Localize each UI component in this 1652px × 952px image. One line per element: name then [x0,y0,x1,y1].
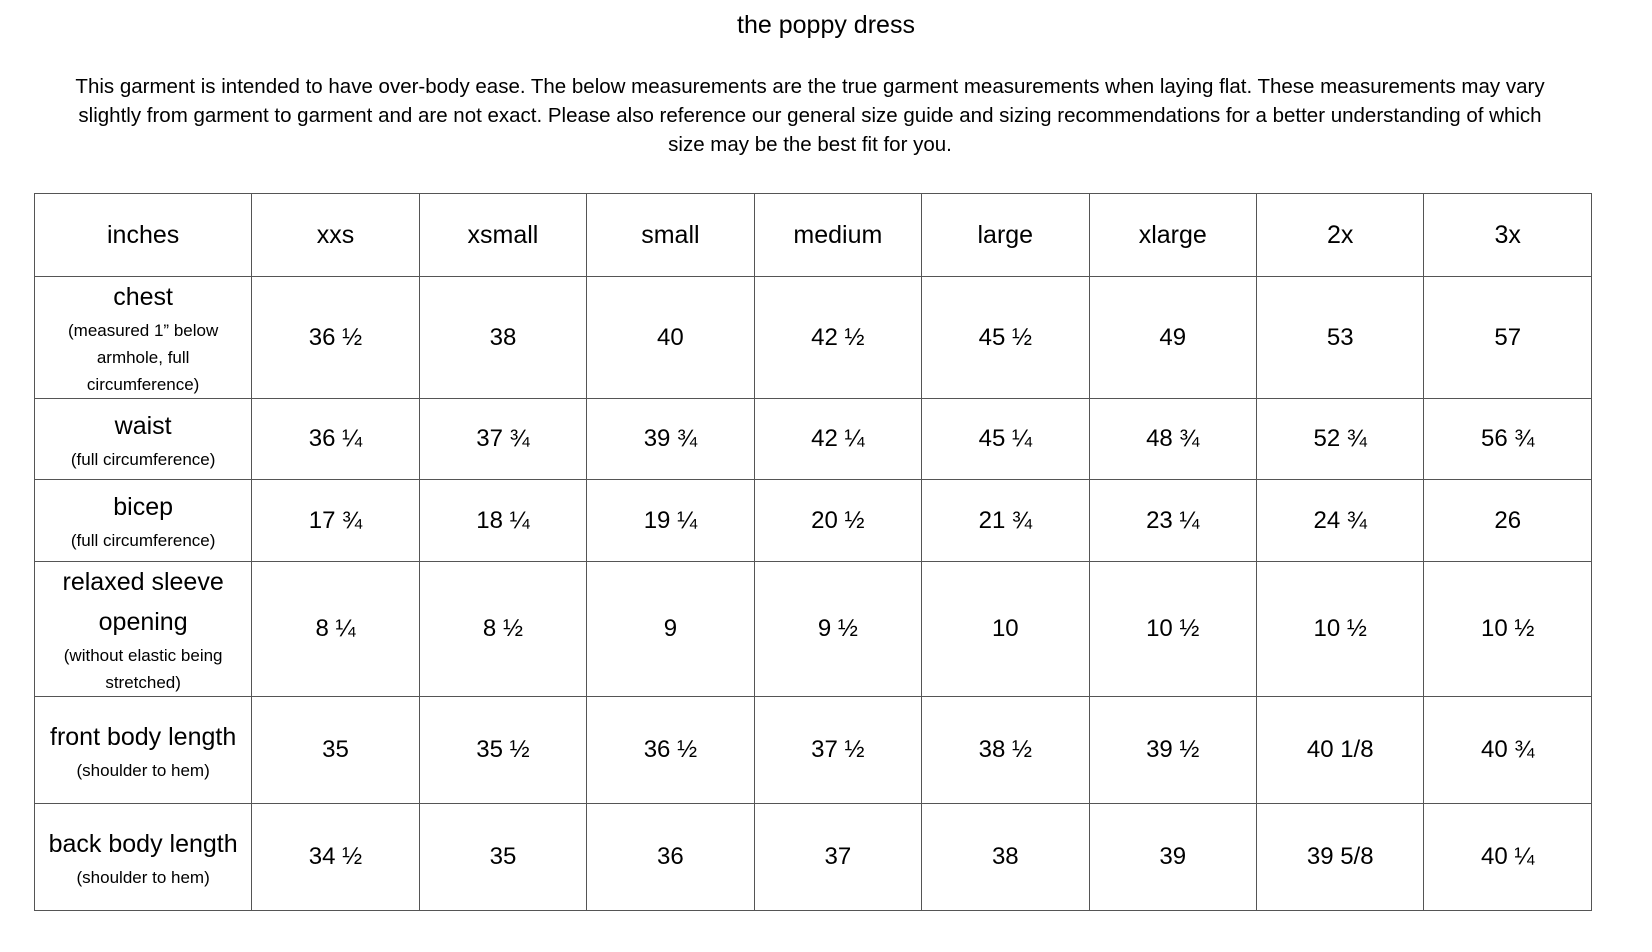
row-label-cell [35,277,252,399]
value-cell: 48 ¾ [1089,399,1256,480]
table-row [35,804,1592,911]
value-cell: 52 ¾ [1256,399,1423,480]
row-label-cell [35,562,252,697]
value-cell: 19 ¼ [587,480,754,562]
value-cell: 17 ¾ [252,480,419,562]
row-note: (shoulder to hem) [76,760,210,780]
row-label: front body length [50,722,237,751]
header-cell-size: xsmall [419,194,586,277]
header-cell-size: small [587,194,754,277]
value-cell: 10 ½ [1424,562,1592,697]
value-cell: 57 [1424,277,1592,399]
row-label: bicep [113,493,174,521]
value-cell: 37 ½ [754,697,921,804]
row-note: (full circumference) [70,449,216,469]
value-cell: 36 ½ [252,277,419,399]
value-cell: 53 [1256,277,1423,399]
value-cell: 45 ¼ [922,399,1089,480]
header-cell-unit: inches [35,194,252,277]
header-cell-size: large [922,194,1089,277]
value-cell: 38 [419,277,586,399]
value-cell: 24 ¾ [1256,480,1423,562]
header-cell-size: xlarge [1089,194,1256,277]
value-cell: 34 ½ [252,804,419,911]
header-cell-size: 2x [1256,194,1423,277]
value-cell: 38 ½ [922,697,1089,804]
row-note: (without elastic being stretched) [63,646,223,692]
value-cell: 23 ¼ [1089,480,1256,562]
page-title: the poppy dress [737,11,915,39]
row-label: relaxed sleeve opening [62,568,224,636]
value-cell: 9 [587,562,754,697]
value-cell: 37 ¾ [419,399,586,480]
value-cell: 39 ¾ [587,399,754,480]
row-label-cell [35,697,252,804]
value-cell: 42 ½ [754,277,921,399]
value-cell: 26 [1424,480,1592,562]
value-cell: 36 ½ [587,697,754,804]
value-cell: 39 ½ [1089,697,1256,804]
row-label: chest [113,283,174,311]
row-note: (shoulder to hem) [76,867,210,887]
row-label-cell [35,480,252,562]
size-chart-table [34,193,1592,911]
value-cell: 49 [1089,277,1256,399]
table-row [35,562,1592,697]
value-cell: 35 ½ [419,697,586,804]
value-cell: 40 ¼ [1424,804,1592,911]
value-cell: 56 ¾ [1424,399,1592,480]
header-cell-size: 3x [1424,194,1592,277]
row-label-cell [35,399,252,480]
value-cell: 45 ½ [922,277,1089,399]
value-cell: 10 ½ [1089,562,1256,697]
table-row [35,697,1592,804]
value-cell: 35 [252,697,419,804]
intro-paragraph: This garment is intended to have over-body ease. The below measurements are the true garment measurements when laying flat. These measurements may vary slightly from garment to garment and are not exact. Please also reference our general size guide and sizing recommendations for a better understanding of which size may be the best fit for you. [75,75,1545,156]
table-row [35,399,1592,480]
value-cell: 36 [587,804,754,911]
row-label: waist [114,411,172,440]
value-cell: 9 ½ [754,562,921,697]
value-cell: 8 ½ [419,562,586,697]
value-cell: 35 [419,804,586,911]
value-cell: 38 [922,804,1089,911]
value-cell: 37 [754,804,921,911]
value-cell: 42 ¼ [754,399,921,480]
value-cell: 21 ¾ [922,480,1089,562]
value-cell: 40 [587,277,754,399]
value-cell: 39 [1089,804,1256,911]
header-row [35,194,1592,277]
header-cell-size: medium [754,194,921,277]
table-row [35,277,1592,399]
value-cell: 20 ½ [754,480,921,562]
header-cell-size: xxs [252,194,419,277]
table-row [35,480,1592,562]
value-cell: 36 ¼ [252,399,419,480]
value-cell: 40 ¾ [1424,697,1592,804]
value-cell: 40 1/8 [1256,697,1423,804]
row-note: (full circumference) [70,531,216,550]
row-note: (measured 1” below armhole, full circumference) [68,321,219,394]
value-cell: 39 5/8 [1256,804,1423,911]
value-cell: 10 ½ [1256,562,1423,697]
value-cell: 18 ¼ [419,480,586,562]
row-label: back body length [48,829,238,858]
row-label-cell [35,804,252,911]
value-cell: 10 [922,562,1089,697]
value-cell: 8 ¼ [252,562,419,697]
